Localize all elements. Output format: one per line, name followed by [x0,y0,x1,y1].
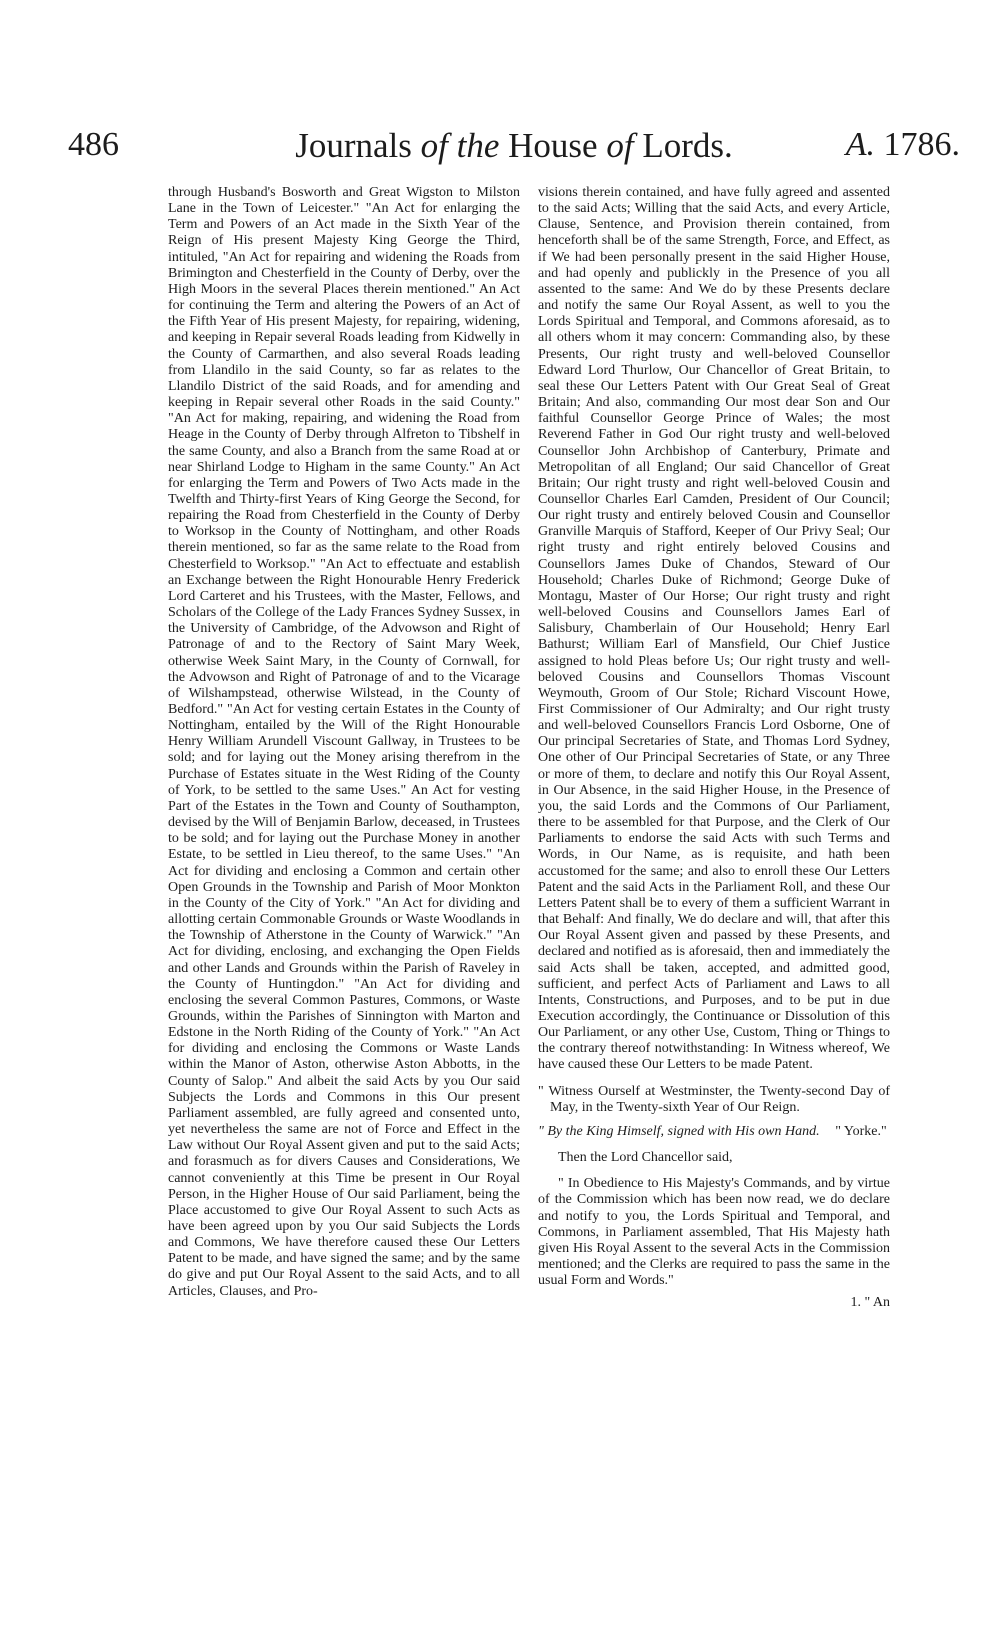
year-prefix: A. [845,126,875,163]
witness-clause: " Witness Ourself at Westminster, the Twenty-second Day of May, in the Twenty-sixth Year of Our Reign. [538,1083,890,1115]
right-column [538,185,890,1311]
signed-by-text: " By the King Himself, signed with His own Hand. [538,1123,820,1139]
right-column-text: visions therein contained, and have fully agreed and assented to the said Acts; Willing that the said Acts, and every Article, Clause, Sentence, and Provision therein contained, from henceforth shall be of the same Strength, Force, and Effect, as if We had been personally present in the said Higher House, and had openly and publickly in the Presence of you all assented to the same: And We do by these Presents declare and notify the same Our Royal Assent, as well to you the Lords Spiritual and Temporal, and Commons aforesaid, as to all others whom it may concern: Commanding also, by these Presents, Our right trusty and well-beloved Counsellor Edward Lord Thurlow, Our Chancellor of Great Britain, to seal these Our Letters Patent with Our Great Seal of Great Britain; And also, commanding Our most dear Son and Our faithful Counsellor George Prince of Wales; the most Reverend Father in God Our right trusty and well-beloved Counsellor John Archbishop of Canterbury, Primate and Metropolitan of all England; Our said Chancellor of Great Britain; Our right trusty and right well-beloved Cousin and Counsellor Charles Earl Camden, President of Our Council; Our right trusty and entirely beloved Cousin and Counsellor Granville Marquis of Stafford, Keeper of Our Privy Seal; Our right trusty and right entirely beloved Cousins and Counsellors James Duke of Chandos, Steward of Our Household; Charles Duke of Richmond; George Duke of Montagu, Master of Our Horse; Our right trusty and right well-beloved Cousins and Counsellors James Earl of Salisbury, Chamberlain of Our Household; Henry Earl Bathurst; William Earl of Mansfield, Our Chief Justice assigned to hold Pleas before Us; Our right trusty and well-beloved Cousins and Counsellors Thomas Viscount Weymouth, Groom of Our Stole; Richard Viscount Howe, First Commissioner of Our Admiralty; and Our right trusty and well-beloved Counsellors Francis Lord Osborne, One of Our principal Secretaries of State, and Thomas Lord Sydney, One other of Our Principal Secretaries of State, or any Three or more of them, to declare and notify this Our Royal Assent, in Our Absence, in the said Higher House, in the Presence of you, the said Lords and the Commons of Our Parliament, there to be assembled for that Purpose, and the Clerk of Our Parliaments to endorse the said Acts with such Terms and Words, in Our Name, as is requisite, and hath been accustomed for the same; and also to enroll these Our Letters Patent and the said Acts in the Parliament Roll, and these Our Letters Patent shall be to every of them a sufficient Warrant in that Behalf: And finally, We do declare and will, that after this Our Royal Assent given and passed by these Presents, and declared and notified as is aforesaid, then and immediately the said Acts shall be taken, accepted, and admitted good, sufficient, and perfect Acts of Parliament and Laws to all Intents, Constructions, and Purposes, and to be put in due Execution accordingly, the Continuance or Dissolution of this Our Parliament, or any other Use, Custom, Thing or Things to the contrary thereof notwithstanding: In Witness whereof, We have caused these Our Letters to be made Patent. [538,185,890,1073]
obedience-statement: " In Obedience to His Majesty's Commands, and by virtue of the Commission which has been now read, we do declare and notify to you, the Lords Spiritual and Temporal, and Commons, in Parliament assembled, That His Majesty hath given His Royal Assent to the several Acts in the Commission mentioned; and the Clerks are required to pass the same in the usual Form and Words." [538,1176,890,1289]
title-of-2: of [606,126,634,165]
catchword: 1. " An [850,1295,890,1311]
page-number: 486 [68,126,119,163]
running-title [68,126,960,166]
page-header [68,126,960,174]
page-year [846,126,960,164]
title-house: House [508,126,598,165]
left-column-text: through Husband's Bosworth and Great Wigston to Milston Lane in the Town of Leicester." "An Act for enlarging the Term and Powers of an Act made in the Sixth Year of the Reign of His present Majesty King George the Third, intituled, "An Act for repairing and widening the Roads from Brimington and Chesterfield in the County of Derby, over the High Moors in the several Places therein mentioned." An Act for continuing the Term and altering the Powers of an Act of the Fifth Year of His present Majesty, for repairing, widening, and keeping in Repair several Roads leading from Kidwelly in the County of Carmarthen, and also several Roads leading from Llandilo in the said County, so far as relates to the Llandilo District of the said Roads, and for amending and keeping in Repair several other Roads in the said County." "An Act for making, repairing, and widening the Road from Heage in the County of Derby through Alfreton to Tibshelf in the same County, and also a Branch from the same Road at or near Shirland Lodge to Higham in the same County." An Act for enlarging the Term and Powers of Two Acts made in the Twelfth and Thirty-first Years of King George the Second, for repairing the Road from Chesterfield in the County of Derby to Worksop in the County of Nottingham, and other Roads therein mentioned, so far as the same relate to the Road from Chesterfield to Worksop." "An Act to effectuate and establish an Exchange between the Right Honourable Henry Frederick Lord Carteret and his Trustees, with the Master, Fellows, and Scholars of the College of the Lady Frances Sydney Sussex, in the University of Cambridge, of the Advowson and Right of Patronage of and to the Rectory of Saint Mary Week, otherwise Week Saint Mary, in the County of Cornwall, for the Advowson and Right of Patronage of and to the Vicarage of Wilshampstead, otherwise Wilstead, in the County of Bedford." "An Act for vesting certain Estates in the County of Nottingham, entailed by the Will of the Right Honourable Henry William Arundell Viscount Gallway, in Trustees to be sold; and for laying out the Money arising therefrom in the Purchase of Estates situate in the West Riding of the County of York, to be settled to the same Uses." An Act for vesting Part of the Estates in the Town and County of Southampton, devised by the Will of Benjamin Barlow, deceased, in Trustees to be sold; and for laying out the Purchase Money in another Estate, to be settled in Lieu thereof, to the same Uses." "An Act for dividing and enclosing a Common and certain other Open Grounds in the Township and Parish of Moor Monkton in the County of the City of York." "An Act for dividing and allotting certain Commonable Grounds or Waste Woodlands in the Township of Atherstone in the County of Warwick." "An Act for dividing, enclosing, and exchanging the Open Fields and other Lands and Grounds within the Parish of Raveley in the County of Huntingdon." "An Act for dividing and enclosing the several Common Pastures, Commons, or Waste Grounds, within the Parishes of Sinnington with Marton and Edstone in the North Riding of the County of York." "An Act for dividing and enclosing the Commons or Waste Lands within the Manor of Aston, otherwise Aston Abbotts, in the County of Salop." And albeit the said Acts by you Our said Subjects the Lords and Commons in this Our present Parliament assembled, are fully agreed and consented unto, yet nevertheless the same are not of Force and Effect in the Law without Our Royal Assent given and put to the said Acts; and forasmuch as for divers Causes and Considerations, We cannot conveniently at this Time be present in Our Royal Person, in the Higher House of Our said Parliament, being the Place accustomed to give Our Royal Assent to such Acts as have been agreed upon by you Our said Subjects the Lords and Commons, We have therefore caused these Our Letters Patent to be made, and have signed the same; and by the same do give and put Our Royal Assent to the said Acts, and to all Articles, Clauses, and Pro- [168,185,520,1299]
left-column [168,185,520,1300]
lord-chancellor-said: Then the Lord Chancellor said, [558,1150,733,1166]
signed-by-clause [538,1124,890,1140]
title-of-1: of [420,126,448,165]
title-the: the [456,126,500,165]
title-lords: Lords. [642,126,733,165]
title-journals: Journals [295,126,412,165]
year-value: 1786. [883,126,960,163]
signature-yorke: " Yorke." [835,1123,887,1139]
